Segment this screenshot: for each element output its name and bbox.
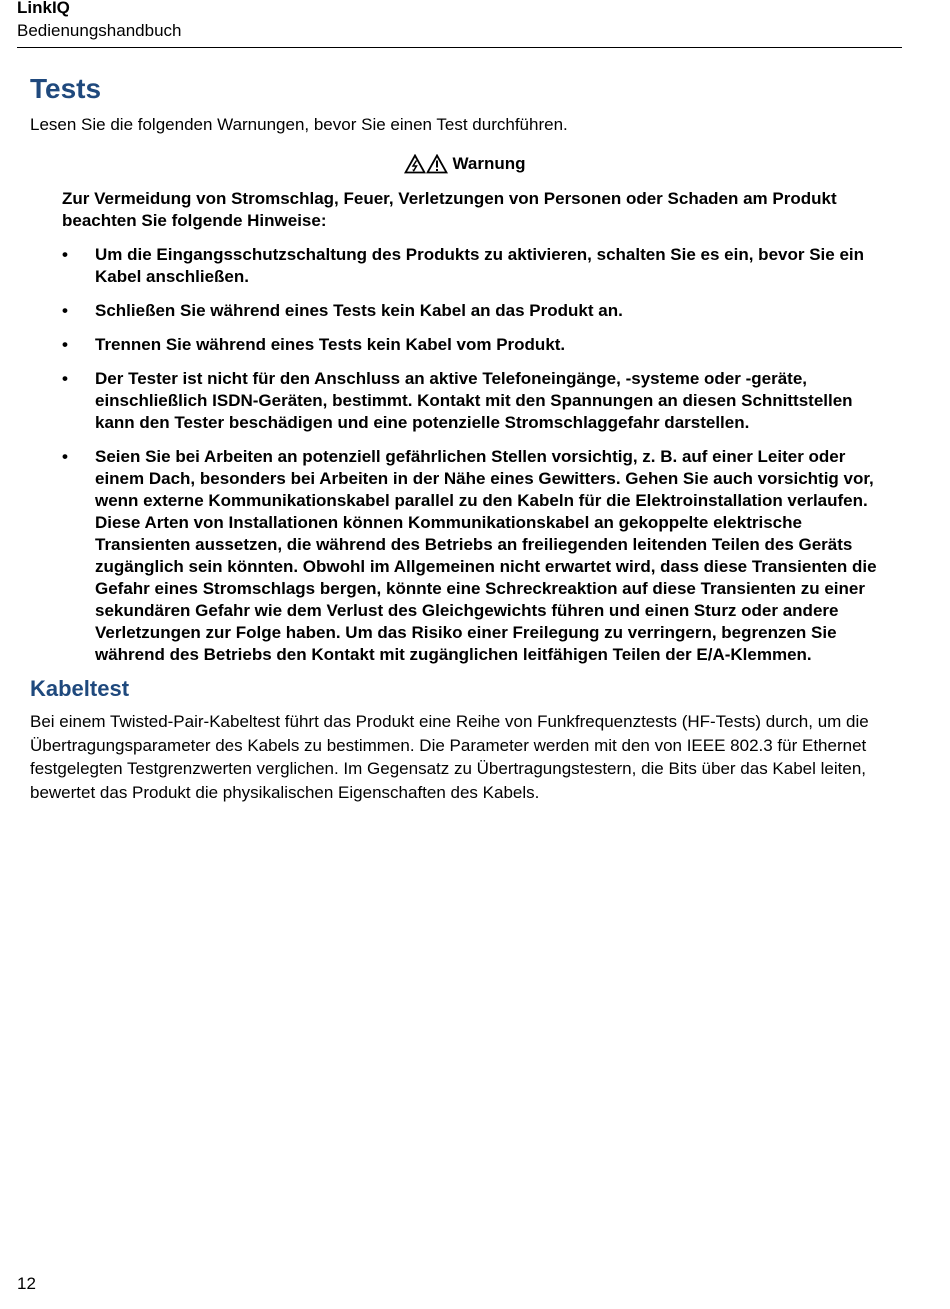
subsection-body: Bei einem Twisted-Pair-Kabeltest führt das Produkt eine Reihe von Funkfrequenztests (HF-Tests) durch, um die Übertragungsparameter des Kabels zu bestimmen. Die Parameter werden mit den von IEEE 802.3 für Ethernet festgelegten Testgrenzwerten verglichen. Im Gegensatz zu Übertragungstestern, die Bits über das Kabel leiten, bewertet das Produkt die physikalischen Eigenschaften des Kabels. <box>30 712 869 802</box>
list-item <box>62 300 882 322</box>
list-item <box>62 244 882 288</box>
warning-list <box>62 244 882 666</box>
shock-hazard-icon <box>404 154 426 174</box>
header-document-title: Bedienungshandbuch <box>17 21 182 40</box>
warning-icons <box>404 154 448 174</box>
subsection-title: Kabeltest <box>30 676 130 701</box>
list-item-text: Trennen Sie während eines Tests kein Kabel vom Produkt. <box>95 335 566 354</box>
list-item-text: Seien Sie bei Arbeiten an potenziell gefährlichen Stellen vorsichtig, z. B. auf einer Leiter oder einem Dach, besonders bei Arbeiten in der Nähe eines Gewitters. Gehen Sie auch vorsichtig vor, wenn externe Kommunikationskabel parallel zu den Kabeln für die Elektroinstallation verlaufen. Diese Arten von Installationen können Kommunikationskabel an gekoppelte elektrische Transienten aussetzen, die während des Betriebs an freiliegenden leitenden Teilen des Geräts zugänglich sein könnten. Obwohl im Allgemeinen nicht erwartet wird, dass diese Transienten die Gefahr eines Stromschlags bergen, könnte eine Schreckreaktion auf diese Transienten zu einer sekundären Gefahr wie dem Verlust des Gleichgewichts führen und einen Sturz oder andere Verletzungen zur Folge haben. Um das Risiko einer Freilegung zu verringern, begrenzen Sie während des Betriebs den Kontakt mit zugänglichen leitfähigen Teilen der E/A-Klemmen. <box>95 447 877 664</box>
list-item-text: Schließen Sie während eines Tests kein Kabel an das Produkt an. <box>95 301 623 320</box>
list-item <box>62 446 882 666</box>
warning-heading-label: Warnung <box>452 154 526 173</box>
page-number: 12 <box>17 1274 36 1293</box>
header-product-name: LinkIQ <box>17 0 70 17</box>
list-item <box>62 368 882 434</box>
bullet: • <box>62 369 68 388</box>
warning-block <box>62 188 882 666</box>
caution-icon <box>426 154 448 174</box>
header-divider <box>17 47 902 48</box>
bullet: • <box>62 335 68 354</box>
warning-lead: Zur Vermeidung von Stromschlag, Feuer, Verletzungen von Personen oder Schaden am Produkt beachten Sie folgende Hinweise: <box>62 189 837 230</box>
bullet: • <box>62 245 68 264</box>
bullet: • <box>62 301 68 320</box>
list-item-text: Um die Eingangsschutzschaltung des Produkts zu aktivieren, schalten Sie es ein, bevor Sie ein Kabel anschließen. <box>95 245 865 286</box>
bullet: • <box>62 447 68 466</box>
warning-heading <box>30 152 900 176</box>
section-intro: Lesen Sie die folgenden Warnungen, bevor Sie einen Test durchführen. <box>30 115 568 134</box>
list-item <box>62 334 882 356</box>
list-item-text: Der Tester ist nicht für den Anschluss an aktive Telefoneingänge, -systeme oder -geräte, einschließlich ISDN-Geräten, bestimmt. Kontakt mit den Spannungen an diesen Schnittstellen kann den Tester beschädigen und eine potenzielle Stromschlaggefahr darstellen. <box>95 369 853 432</box>
section-title: Tests <box>30 73 102 104</box>
page-header <box>17 0 902 42</box>
page-content <box>30 70 900 804</box>
